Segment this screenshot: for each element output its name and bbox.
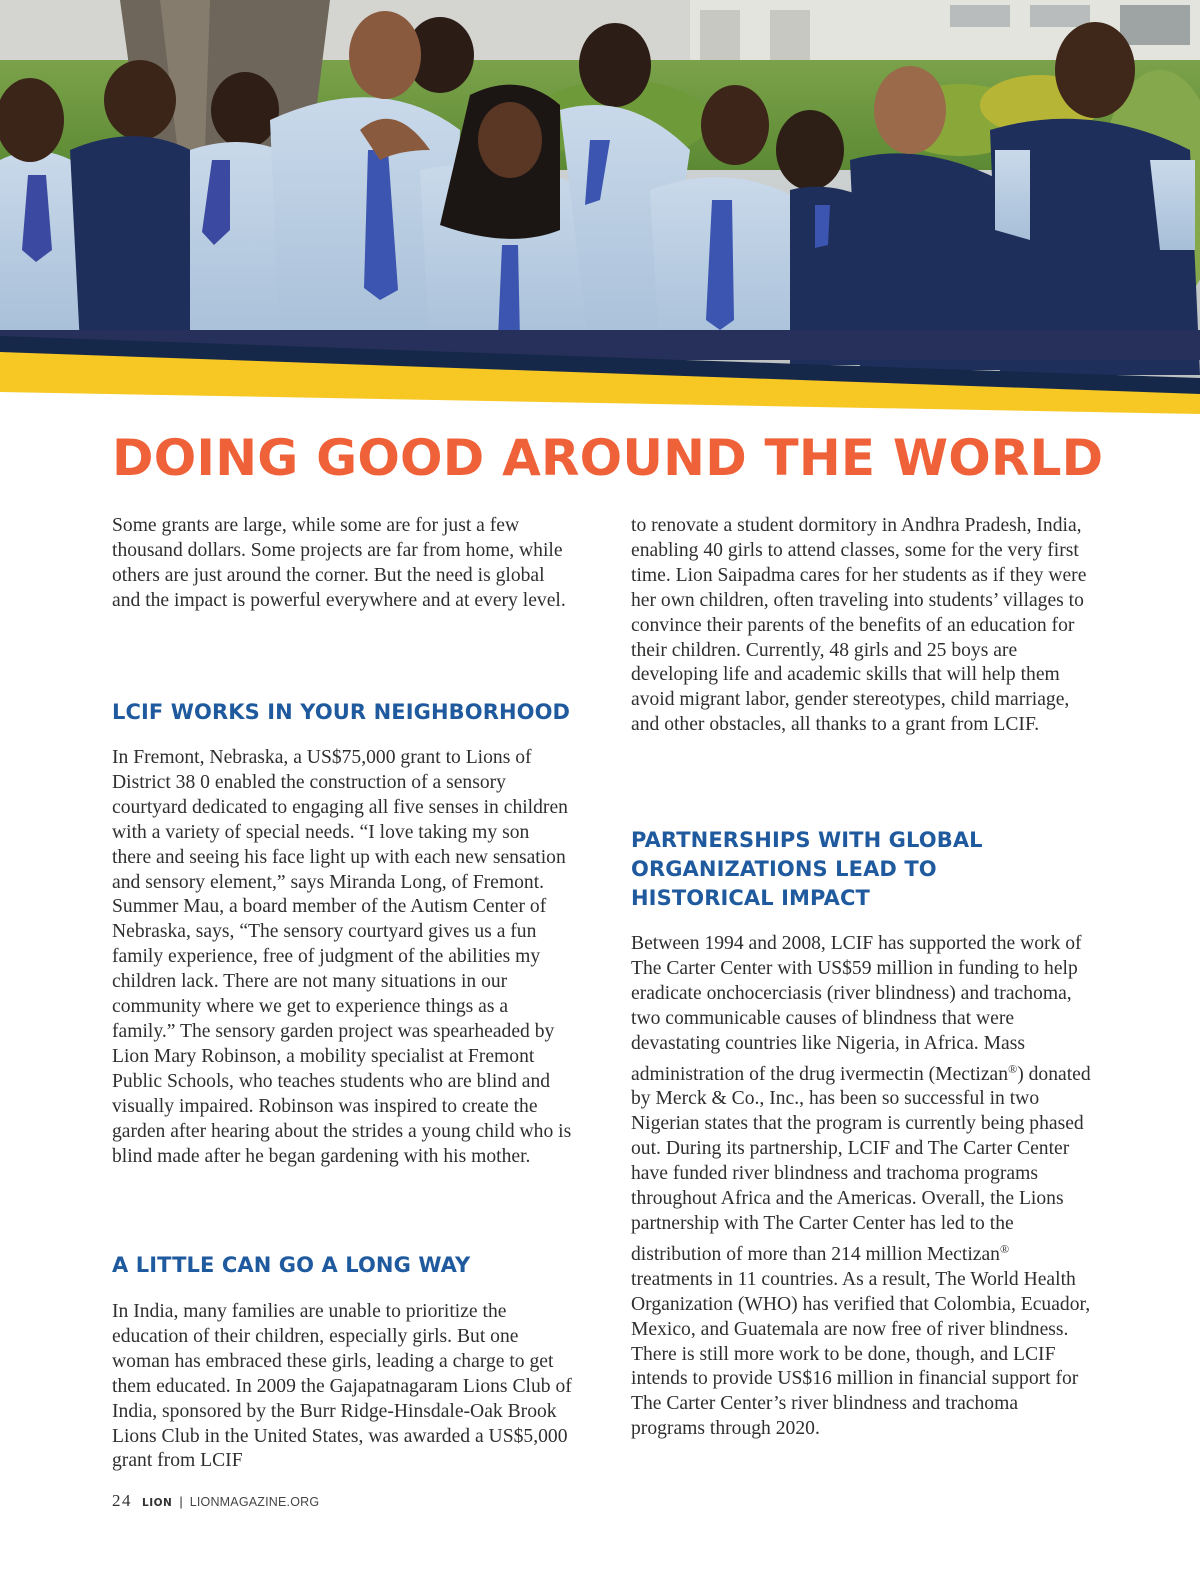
- intro-paragraph: [112, 514, 572, 614]
- long-way-continued-text: to renovate a student dormitory in Andhra Pradesh, India, enabling 40 girls to attend classes, some for the very first time. Lion Saipadma cares for her students as if they were her own children, often traveling into students’ villages to convince their parents of the benefits of an education for their children. Currently, 48 girls and 25 boys are developing life and academic skills that will help them avoid migrant labor, gender stereotypes, child marriage, and other obstacles, all thanks to a grant from LCIF.: [631, 515, 1087, 736]
- section-long-way: [112, 1300, 572, 1474]
- intro-text: Some grants are large, while some are for just a few thousand dollars. Some projects are far from home, while others are just around the corner. But the need is global and the impact is powerful everywhere and at every level.: [112, 515, 566, 611]
- hero-photo: [0, 0, 1200, 420]
- partnerships-text-part-2: ) donated by Merck & Co., Inc., has been so successful in two Nigerian states that the program is currently being phased out. During its partnership, LCIF and The Carter Center have funded river blindness and trachoma programs throughout Africa and the Americas. Overall, the Lions partnership with The Carter Center has led to the distribution of more than 214 million Mectizan: [631, 1063, 1091, 1265]
- website-link[interactable]: LIONMAGAZINE.ORG: [189, 1495, 320, 1509]
- subhead-neighborhood: LCIF WORKS IN YOUR NEIGHBORHOOD: [112, 700, 571, 724]
- page-footer: [112, 1491, 319, 1513]
- section-neighborhood: [112, 746, 572, 1169]
- footer-separator: |: [179, 1494, 183, 1509]
- partnerships-text-part-1: Between 1994 and 2008, LCIF has supported the work of The Carter Center with US$59 million in funding to help eradicate onchocerciasis (river blindness) and trachoma, two communicable causes of blindness that were devastating countries like Nigeria, in Africa. Mass administration of the drug ivermectin (Mectizan: [631, 933, 1082, 1085]
- magazine-name: LION: [142, 1497, 173, 1509]
- subhead-partnerships-line-2: ORGANIZATIONS LEAD TO: [631, 857, 937, 881]
- hero-photo-illustration: [0, 0, 1200, 420]
- subhead-partnerships-line-3: HISTORICAL IMPACT: [631, 886, 870, 910]
- registered-mark-2: ®: [999, 1241, 1010, 1256]
- partnerships-text-part-3: treatments in 11 countries. As a result, The World Health Organization (WHO) has verified that Colombia, Ecuador, Mexico, and Guatemala are now free of river blindness. There is still more work to be done, though, and LCIF intends to provide US$16 million in financial support for The Carter Center’s river blindness and trachoma programs through 2020.: [631, 1268, 1091, 1440]
- registered-mark-1: ®: [1008, 1061, 1018, 1076]
- subhead-partnerships-line-1: PARTNERSHIPS WITH GLOBAL: [631, 828, 983, 852]
- long-way-text: In India, many families are unable to prioritize the education of their children, especially girls. But one woman has embraced these girls, leading a charge to get them educated. In 2009 the Gajapatnagaram Lions Club of India, sponsored by the Burr Ridge-Hinsdale-Oak Brook Lions Club in the United States, was awarded a US$5,000 grant from LCIF: [112, 1301, 572, 1472]
- subhead-long-way: A LITTLE CAN GO A LONG WAY: [112, 1253, 471, 1277]
- neighborhood-text: In Fremont, Nebraska, a US$75,000 grant to Lions of District 38 0 enabled the construction of a sensory courtyard dedicated to engaging all five senses in children with a variety of special needs. “I love taking my son there and seeing his face light up with each new sensation and sensory element,” says Miranda Long, of Fremont. Summer Mau, a board member of the Autism Center of Nebraska, says, “The sensory courtyard gives us a fun family experience, free of judgment of the abilities my children lack. There are not many situations in our community where we get to experience things as a family.” The sensory garden project was spearheaded by Lion Mary Robinson, a mobility specialist at Fremont Public Schools, who teaches students who are blind and visually impaired. Robinson was inspired to create the garden after hearing about the strides a young child who is blind made after he began gardening with his mother.: [112, 747, 572, 1167]
- page-headline: DOING GOOD AROUND THE WORLD: [112, 429, 1104, 487]
- page-number: 24: [112, 1491, 132, 1510]
- partnerships-text: [631, 932, 1093, 1442]
- subhead-partnerships: [631, 826, 983, 913]
- section-partnerships: [631, 932, 1093, 1442]
- section-long-way-continued: [631, 514, 1093, 738]
